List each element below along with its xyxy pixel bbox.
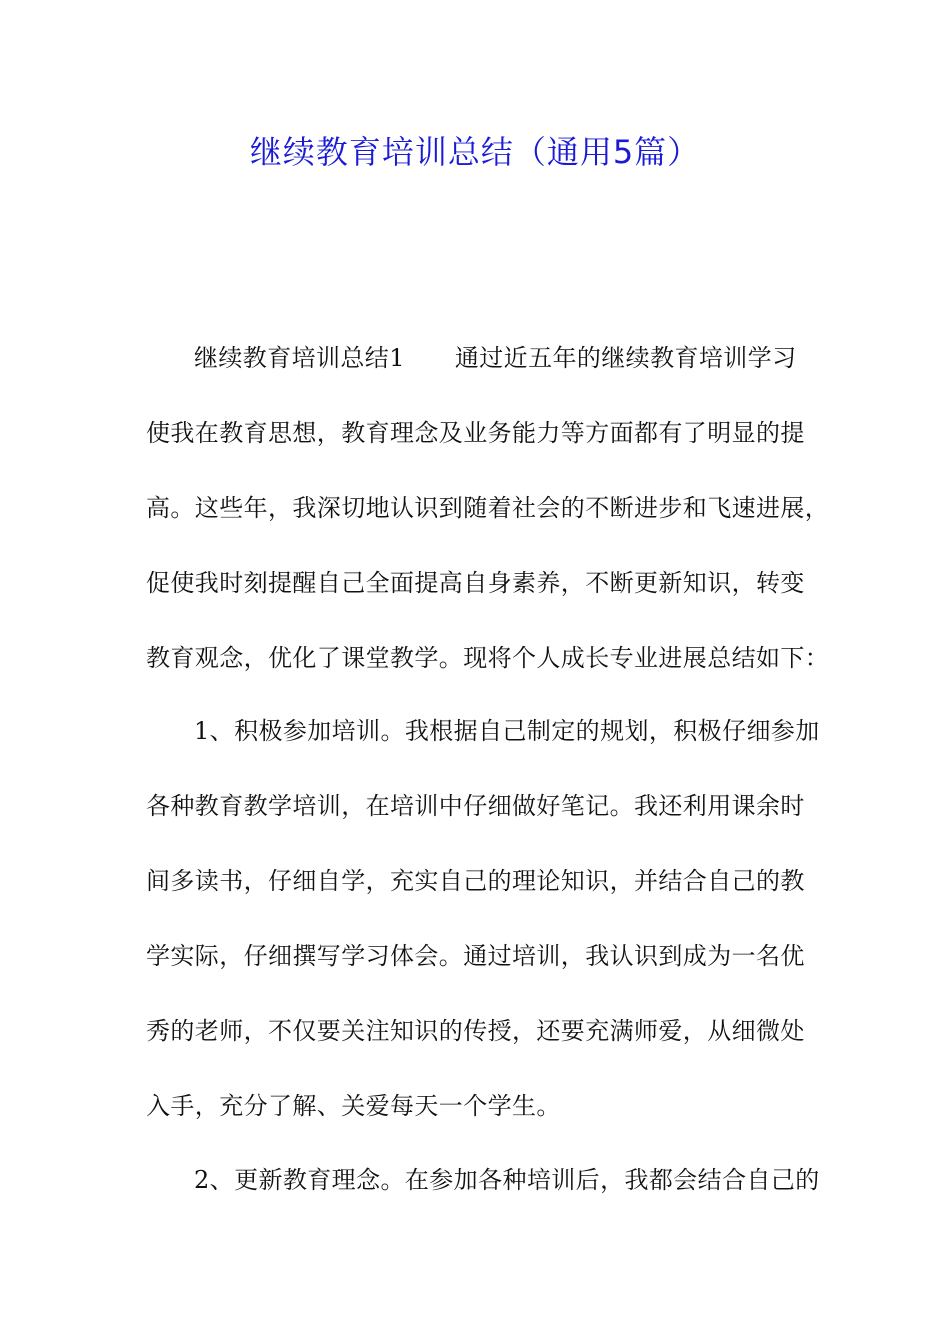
paragraph-line: 各种教育教学培训，在培训中仔细做好笔记。我还利用课余时 xyxy=(146,792,805,820)
paragraph-line: 间多读书，仔细自学，充实自己的理论知识，并结合自己的教 xyxy=(146,867,805,895)
paragraph-line: 学实际，仔细撰写学习体会。通过培训，我认识到成为一名优 xyxy=(146,942,805,970)
paragraph-line: 入手，充分了解、关爱每天一个学生。 xyxy=(146,1092,561,1120)
document-title: 继续教育培训总结（通用5篇） xyxy=(249,133,701,171)
paragraph-line: 秀的老师，不仅要关注知识的传授，还要充满师爱，从细微处 xyxy=(146,1017,805,1045)
paragraph-text: 通过近五年的继续教育培训学习 xyxy=(454,344,797,372)
paragraph-line: 1、积极参加培训。我根据自己制定的规划，积极仔细参加 xyxy=(194,717,820,745)
paragraph-line: 高。这些年，我深切地认识到随着社会的不断进步和飞速进展， xyxy=(146,494,830,522)
paragraph-line: 促使我时刻提醒自己全面提高自身素养，不断更新知识，转变 xyxy=(146,569,805,597)
section-heading: 继续教育培训总结1 xyxy=(194,344,405,372)
paragraph-line: 2、更新教育理念。在参加各种培训后，我都会结合自己的 xyxy=(194,1166,820,1194)
paragraph-line xyxy=(194,342,864,374)
paragraph-line: 教育观念，优化了课堂教学。现将个人成长专业进展总结如下： xyxy=(146,644,830,672)
paragraph-line: 使我在教育思想，教育理念及业务能力等方面都有了明显的提 xyxy=(146,419,805,447)
